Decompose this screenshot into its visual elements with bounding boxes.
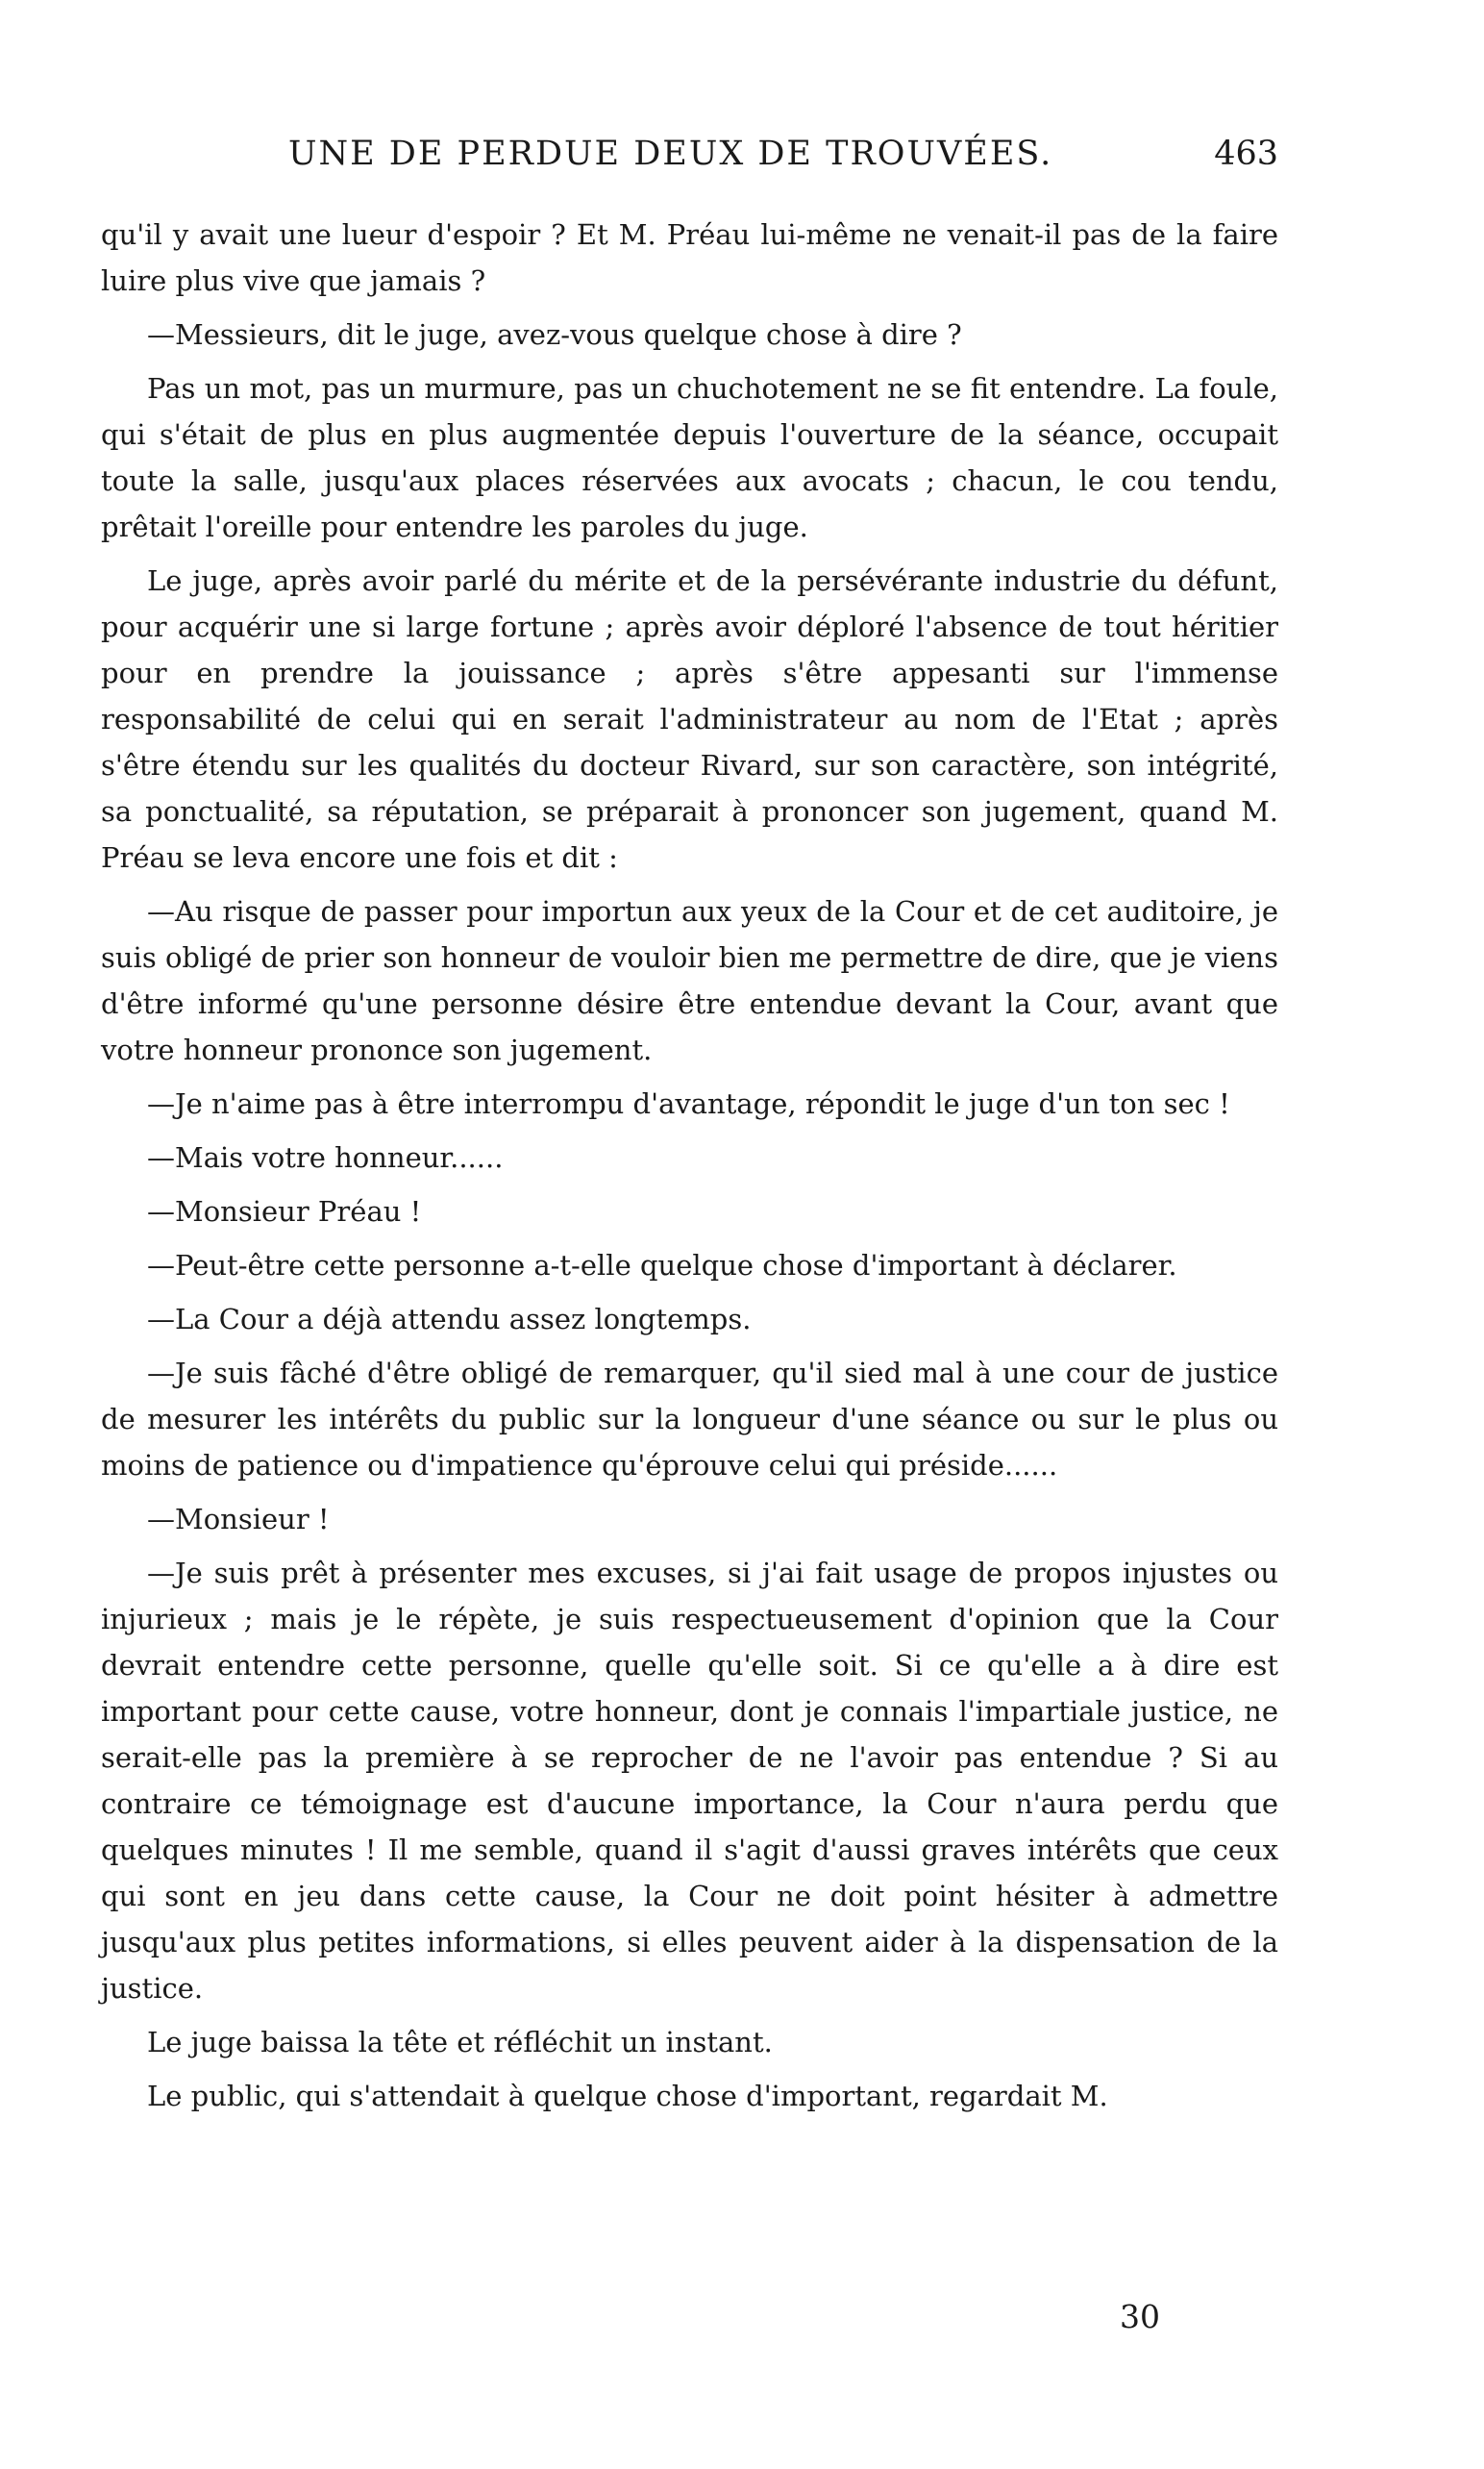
- paragraph: —Je suis prêt à présenter mes excuses, si j'ai fait usage de propos injustes ou injurieux ; mais je le répète, je suis respectueusement d'opinion que la Cour devrait entendre cette personne, quelle qu'elle soit. Si ce qu'elle a à dire est important pour cette cause, votre honneur, dont je connais l'impartiale justice, ne serait-elle pas la première à se reprocher de ne l'avoir pas entendue ? Si au contraire ce témoignage est d'aucune importance, la Cour n'aura perdu que quelques minutes ! Il me semble, quand il s'agit d'aussi graves intérêts que ceux qui sont en jeu dans cette cause, la Cour ne doit point hésiter à admettre jusqu'aux plus petites informations, si elles peuvent aider à la dispensation de la justice.: [101, 1557, 1278, 2005]
- paragraph: qu'il y avait une lueur d'espoir ? Et M. Préau lui-même ne venait-il pas de la faire luire plus vive que jamais ?: [101, 218, 1278, 297]
- paragraph: —La Cour a déjà attendu assez longtemps.: [147, 1303, 752, 1335]
- paragraph: —Monsieur Préau !: [147, 1195, 422, 1228]
- paragraph: —Mais votre honneur......: [147, 1141, 504, 1174]
- running-title: UNE DE PERDUE DEUX DE TROUVÉES.: [288, 135, 1053, 173]
- body-text: [101, 212, 1278, 2127]
- page-header: [288, 135, 1278, 192]
- paragraph: —Monsieur !: [147, 1503, 330, 1535]
- paragraph: —Au risque de passer pour importun aux yeux de la Cour et de cet auditoire, je suis obligé de prier son honneur de vouloir bien me permettre de dire, que je viens d'être informé qu'une personne désire être entendue devant la Cour, avant que votre honneur prononce son jugement.: [101, 895, 1278, 1066]
- paragraph: Le public, qui s'attendait à quelque chose d'important, regardait M.: [147, 2080, 1108, 2112]
- paragraph: Le juge, après avoir parlé du mérite et de la persévérante industrie du défunt, pour acquérir une si large fortune ; après avoir déploré l'absence de tout héritier pour en prendre la jouissance ; après s'être appesanti sur l'immense responsabilité de celui qui en serait l'administrateur au nom de l'Etat ; après s'être étendu sur les qualités du docteur Rivard, sur son caractère, son intégrité, sa ponctualité, sa réputation, se préparait à prononcer son jugement, quand M. Préau se leva encore une fois et dit :: [101, 564, 1278, 874]
- paragraph: —Peut-être cette personne a-t-elle quelque chose d'important à déclarer.: [147, 1249, 1177, 1282]
- paragraph: —Messieurs, dit le juge, avez-vous quelque chose à dire ?: [147, 318, 962, 351]
- page-number: 463: [1214, 135, 1278, 173]
- signature-mark: 30: [1120, 2298, 1160, 2335]
- paragraph: —Je n'aime pas à être interrompu d'avantage, répondit le juge d'un ton sec !: [147, 1087, 1230, 1120]
- paragraph: —Je suis fâché d'être obligé de remarquer, qu'il sied mal à une cour de justice de mesurer les intérêts du public sur la longueur d'une séance ou sur le plus ou moins de patience ou d'impatience qu'éprouve celui qui préside......: [101, 1357, 1278, 1482]
- paragraph: Le juge baissa la tête et réfléchit un instant.: [147, 2026, 773, 2058]
- paragraph: Pas un mot, pas un murmure, pas un chuchotement ne se fit entendre. La foule, qui s'était de plus en plus augmentée depuis l'ouverture de la séance, occupait toute la salle, jusqu'aux places réservées aux avocats ; chacun, le cou tendu, prêtait l'oreille pour entendre les paroles du juge.: [101, 372, 1278, 543]
